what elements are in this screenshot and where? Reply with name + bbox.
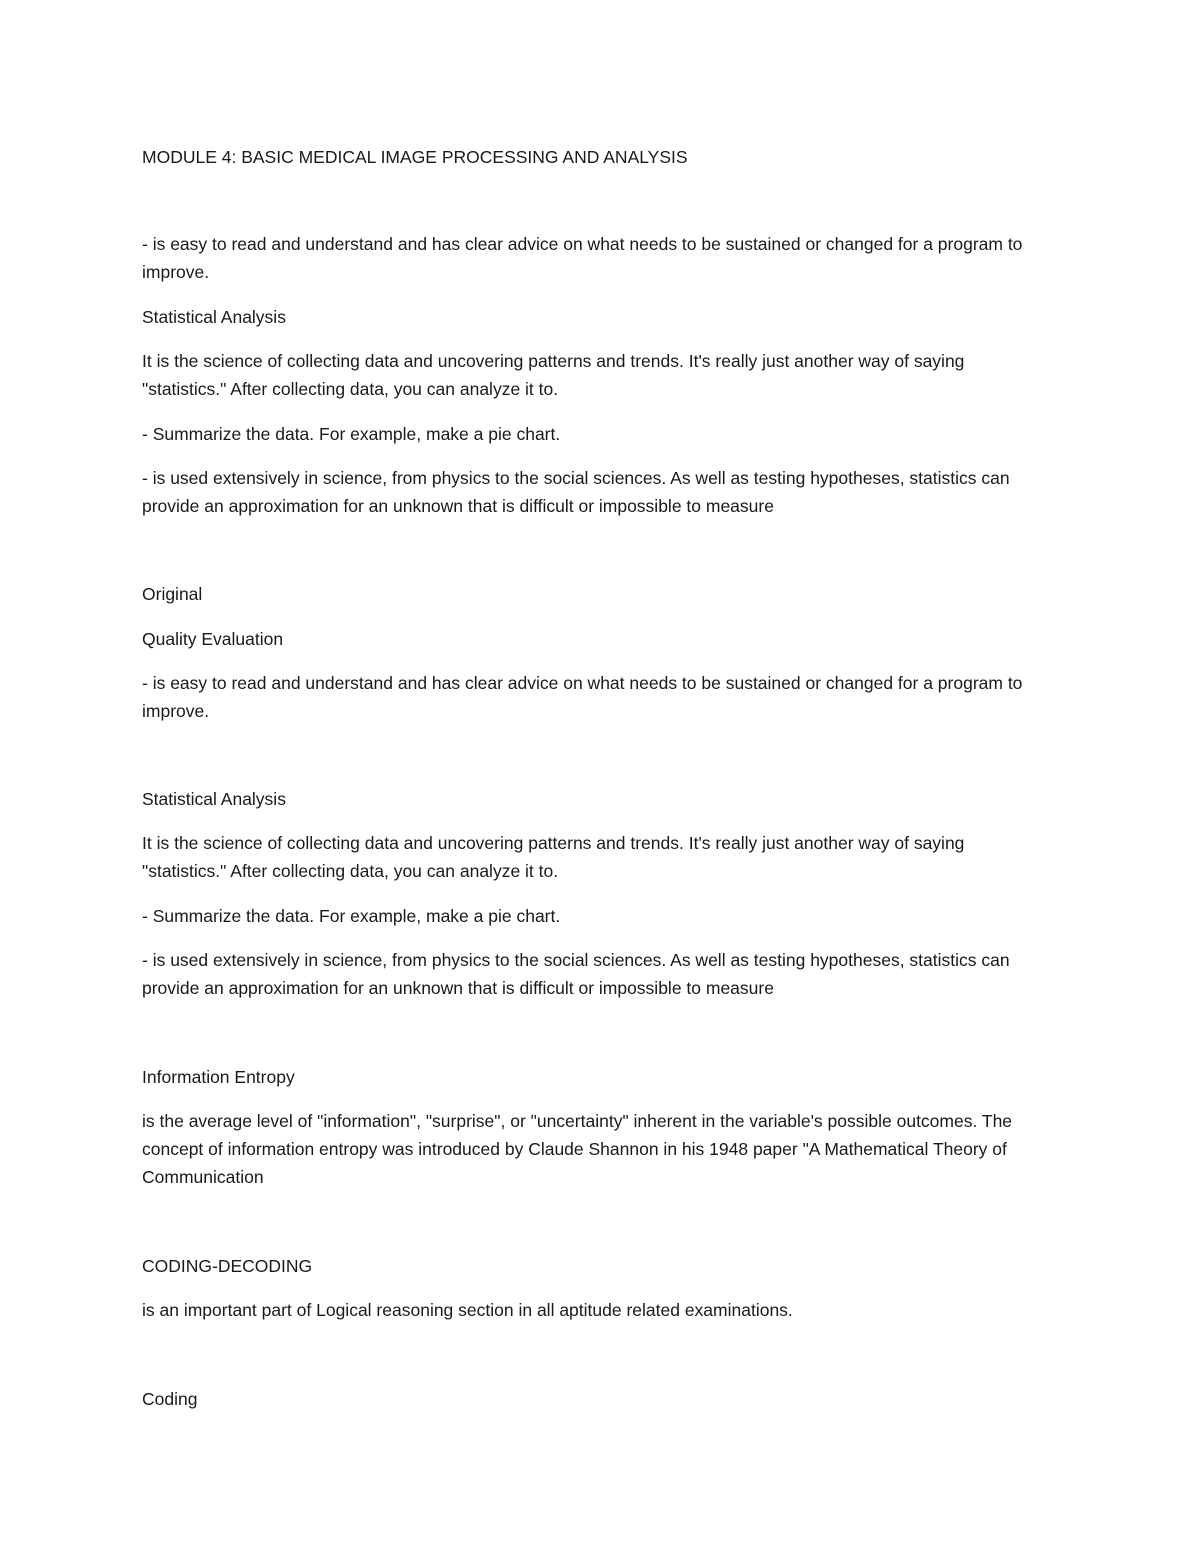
heading-information-entropy: Information Entropy [142,1067,295,1087]
paragraph-summarize-data-2: - Summarize the data. For example, make a pie chart. [142,906,561,926]
paragraph-statistics-definition-1: It is the science of collecting data and uncovering patterns and trends. It's really just another way of saying "statistics." After collecting data, you can analyze it to. [142,351,965,399]
heading-statistical-analysis-2: Statistical Analysis [142,789,286,809]
heading-statistical-analysis-1: Statistical Analysis [142,307,286,327]
paragraph-summarize-data-1: - Summarize the data. For example, make a pie chart. [142,424,561,444]
paragraph-statistics-usage-2: - is used extensively in science, from physics to the social sciences. As well as testing hypotheses, statistics can provide an approximation for an unknown that is difficult or impossible to measure [142,950,1010,998]
paragraph-quality-advice-2: - is easy to read and understand and has clear advice on what needs to be sustained or changed for a program to improve. [142,673,1023,721]
heading-quality-evaluation: Quality Evaluation [142,629,284,649]
heading-coding: Coding [142,1389,198,1409]
paragraph-coding-decoding: is an important part of Logical reasoning section in all aptitude related examinations. [142,1300,793,1320]
paragraph-statistics-definition-2: It is the science of collecting data and uncovering patterns and trends. It's really just another way of saying "statistics." After collecting data, you can analyze it to. [142,833,965,881]
heading-coding-decoding: CODING-DECODING [142,1256,313,1276]
paragraph-information-entropy: is the average level of "information", "surprise", or "uncertainty" inherent in the variable's possible outcomes. The concept of information entropy was introduced by Claude Shannon in his 1948 paper "A Mathematical Theory of Communication [142,1111,1013,1187]
heading-original: Original [142,584,203,604]
document-title: MODULE 4: BASIC MEDICAL IMAGE PROCESSING AND ANALYSIS [142,147,688,167]
paragraph-quality-advice-1: - is easy to read and understand and has clear advice on what needs to be sustained or changed for a program to improve. [142,234,1023,282]
paragraph-statistics-usage-1: - is used extensively in science, from physics to the social sciences. As well as testing hypotheses, statistics can provide an approximation for an unknown that is difficult or impossible to measure [142,468,1010,516]
